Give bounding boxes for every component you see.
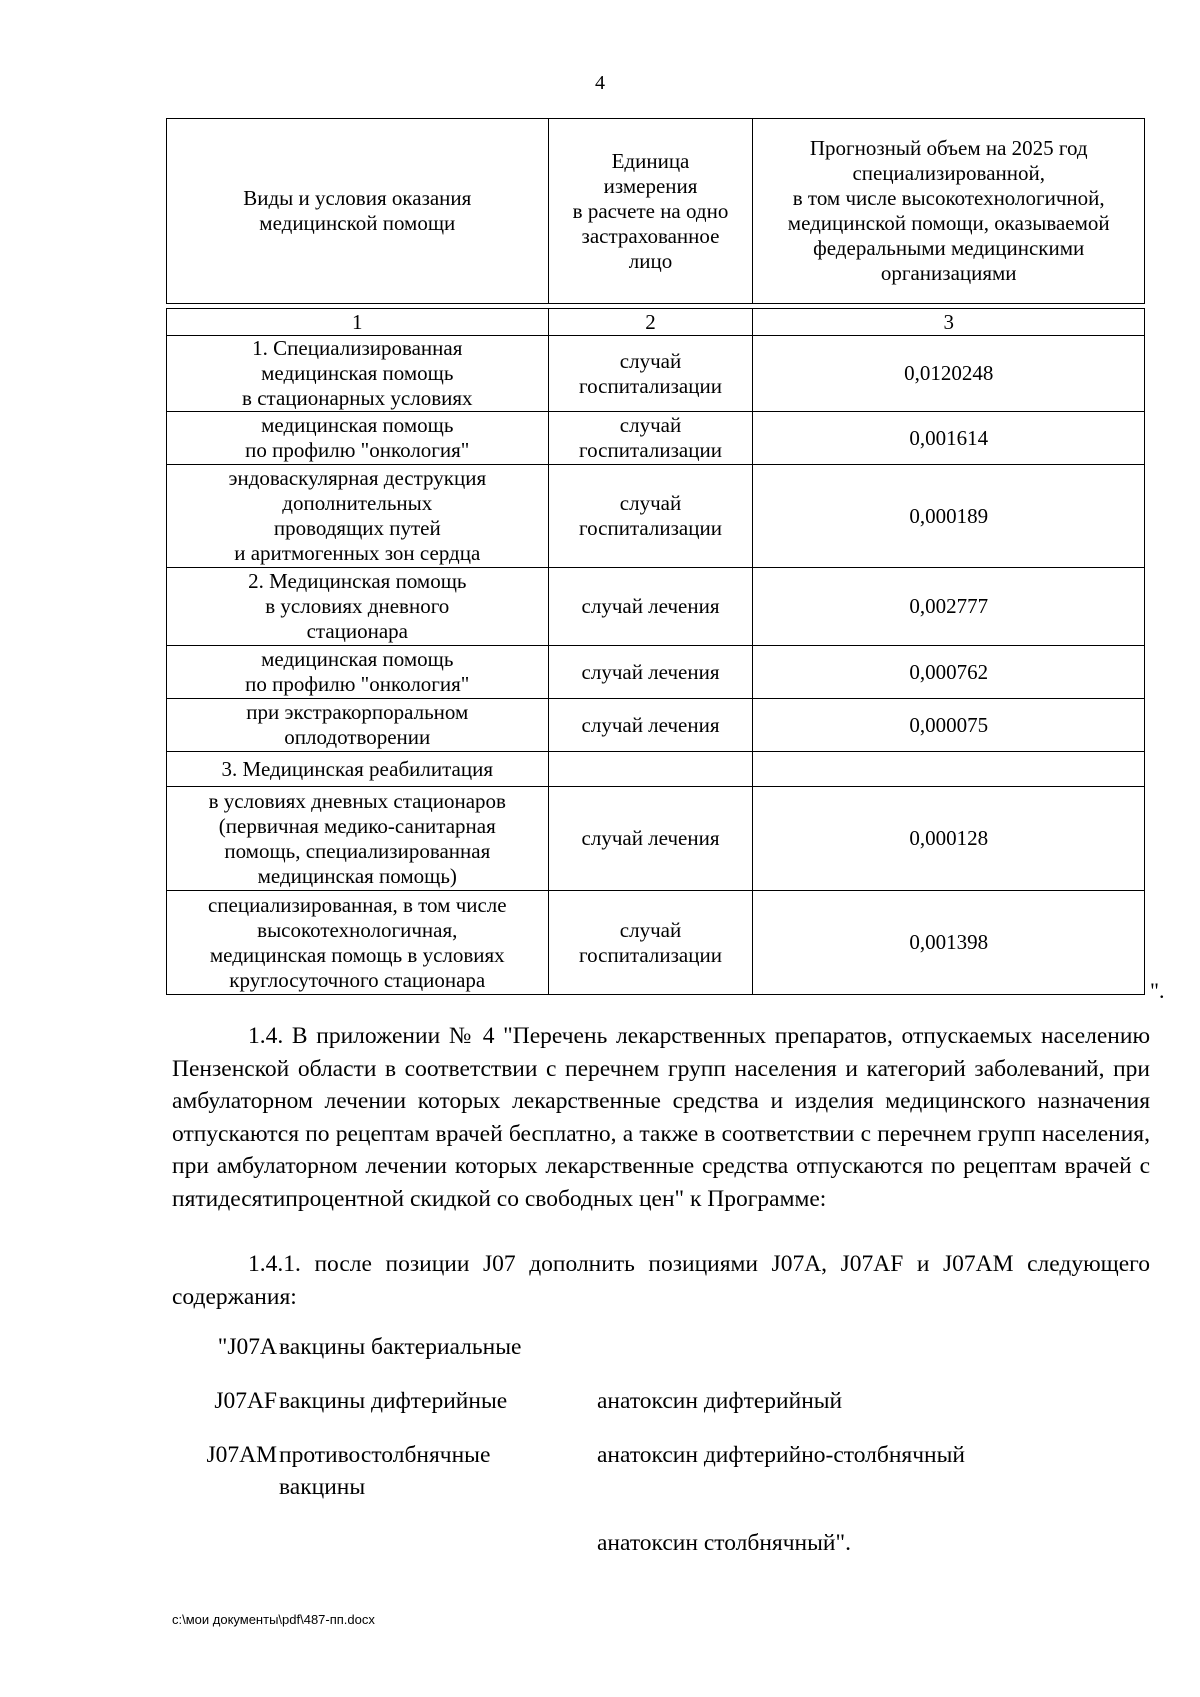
unit-cell-line: госпитализации	[579, 516, 722, 540]
table-row	[167, 568, 1145, 646]
care-type-cell-line: высокотехнологичная,	[257, 917, 458, 942]
paragraph-1-4	[172, 1020, 1150, 1215]
care-type-cell-line: (первичная медико-санитарная	[218, 813, 496, 838]
unit-cell	[548, 787, 753, 891]
table-row	[167, 465, 1145, 568]
header-cell	[753, 119, 1145, 304]
care-type-cell-line: стационара	[306, 619, 408, 643]
table-header-row	[167, 119, 1145, 304]
medicine-name: анатоксин дифтерийно-столбнячный	[597, 1442, 966, 1468]
header-cell-line: медицинской помощи	[259, 211, 456, 235]
group-name: вакцины дифтерийные	[279, 1388, 508, 1414]
table-row	[167, 336, 1145, 412]
unit-cell-line: госпитализации	[579, 942, 722, 967]
header-cell-line: в том числе высокотехнологичной,	[792, 186, 1105, 210]
unit-cell	[548, 699, 753, 752]
header-cell-line: лицо	[628, 248, 673, 273]
unit-cell	[548, 336, 753, 412]
care-type-cell-line: в стационарных условиях	[242, 386, 473, 410]
care-type-cell-line: медицинская помощь	[261, 647, 454, 671]
care-type-cell	[167, 752, 549, 787]
volume-table	[166, 118, 1145, 995]
care-type-cell-line: 3. Медицинская реабилитация	[221, 756, 493, 781]
group-name: противостолбнячные вакцины	[279, 1442, 491, 1500]
table-row	[167, 412, 1145, 465]
header-cell	[167, 119, 549, 304]
care-type-cell-line: 2. Медицинская помощь	[248, 569, 467, 593]
unit-cell-line: случай лечения	[581, 594, 720, 618]
header-cell-line: Виды и условия оказания	[243, 186, 472, 210]
unit-cell-line: случай лечения	[581, 712, 720, 737]
column-number: 3	[753, 309, 1145, 336]
care-type-cell-line: эндоваскулярная деструкция	[228, 466, 487, 490]
volume-value-cell: 0,002777	[753, 568, 1145, 646]
care-type-cell	[167, 568, 549, 646]
volume-value-cell: 0,001398	[753, 891, 1145, 995]
care-type-cell-line: специализированная, в том числе	[207, 892, 507, 917]
paragraph-1-4-1-text: 1.4.1. после позиции J07 дополнить позициями J07A, J07AF и J07AM следующего содержания:	[172, 1251, 1150, 1310]
page-number: 4	[595, 72, 605, 94]
unit-cell	[548, 891, 753, 995]
table-row	[167, 699, 1145, 752]
table-row	[167, 787, 1145, 891]
header-cell-line: застрахованное	[581, 223, 720, 248]
header-cell-line: в расчете на одно	[572, 198, 729, 223]
care-type-cell-line: круглосуточного стационара	[229, 967, 486, 992]
care-type-cell-line: медицинская помощь	[261, 361, 454, 385]
column-number: 2	[548, 309, 753, 336]
group-name: вакцины бактериальные	[279, 1334, 522, 1360]
volume-value-cell: 0,0120248	[753, 336, 1145, 412]
unit-cell	[548, 568, 753, 646]
paragraph-1-4-text: 1.4. В приложении № 4 "Перечень лекарственных препаратов, отпускаемых населению Пензенской области в соответствии с перечнем групп населения и категорий заболеваний, при амбулаторном лечении которых лекарственные средства и изделия медицинского назначения отпускаются по рецептам врачей бесплатно, а также в соответствии с перечнем групп населения, при амбулаторном лечении которых лекарственные средства отпускаются по рецептам врачей с пятидесятипроцентной скидкой со свободных цен" к Программе:	[172, 1023, 1150, 1212]
medicine-name: анатоксин дифтерийный	[597, 1388, 843, 1414]
volume-value-cell: 0,000762	[753, 646, 1145, 699]
unit-cell	[548, 412, 753, 465]
unit-cell	[548, 752, 753, 787]
header-cell-line: Прогнозный объем на 2025 год	[809, 136, 1088, 160]
unit-cell-line: случай	[619, 348, 682, 373]
care-type-cell	[167, 787, 549, 891]
unit-cell-line: случай	[619, 917, 682, 942]
closing-quote: ".	[1150, 978, 1165, 1003]
care-type-cell-line: дополнительных	[282, 491, 433, 515]
care-type-cell-line: 1. Специализированная	[252, 336, 463, 360]
care-type-cell-line: по профилю "онкология"	[245, 672, 470, 696]
atc-code: "J07A	[217, 1334, 277, 1360]
care-type-cell	[167, 336, 549, 412]
care-type-cell-line: и аритмогенных зон сердца	[234, 541, 481, 565]
volume-value-cell: 0,000075	[753, 699, 1145, 752]
care-type-cell	[167, 465, 549, 568]
care-type-cell	[167, 891, 549, 995]
volume-value-cell	[753, 752, 1145, 787]
header-cell-line: специализированной,	[852, 161, 1045, 185]
care-type-cell	[167, 412, 549, 465]
unit-cell-line: случай	[619, 491, 682, 515]
care-type-cell-line: медицинская помощь)	[257, 863, 457, 888]
table-row	[167, 646, 1145, 699]
footer-file-path: c:\мои документы\pdf\487-пп.docx	[172, 1612, 375, 1627]
care-type-cell-line: медицинская помощь	[261, 413, 454, 437]
header-cell-line: медицинской помощи, оказываемой	[787, 211, 1110, 235]
header-cell-line: Единица	[611, 148, 690, 173]
header-cell-line: организациями	[880, 261, 1017, 285]
unit-cell-line: случай лечения	[581, 826, 720, 850]
care-type-cell-line: проводящих путей	[273, 516, 441, 540]
care-type-cell-line: оплодотворении	[284, 725, 431, 749]
care-type-cell	[167, 646, 549, 699]
paragraph-1-4-1	[172, 1248, 1150, 1313]
unit-cell-line: случай лечения	[581, 659, 720, 684]
unit-cell-line: госпитализации	[579, 438, 722, 462]
header-cell	[548, 119, 753, 304]
volume-value-cell: 0,000189	[753, 465, 1145, 568]
header-cell-line: федеральными медицинскими	[813, 236, 1085, 260]
table-row	[167, 891, 1145, 995]
care-type-cell-line: в условиях дневного	[265, 594, 450, 618]
unit-cell	[548, 465, 753, 568]
column-number-row	[167, 309, 1145, 336]
table-row	[167, 752, 1145, 787]
care-type-cell-line: в условиях дневных стационаров	[208, 788, 506, 813]
care-type-cell-line: помощь, специализированная	[224, 838, 491, 863]
atc-code: J07AM	[206, 1442, 277, 1468]
header-cell-line: измерения	[603, 173, 698, 198]
care-type-cell-line: медицинская помощь в условиях	[209, 942, 505, 967]
unit-cell-line: случай	[619, 413, 682, 437]
care-type-cell-line: при экстракорпоральном	[246, 700, 469, 724]
column-number: 1	[167, 309, 549, 336]
volume-value-cell: 0,000128	[753, 787, 1145, 891]
unit-cell-line: госпитализации	[579, 373, 722, 398]
volume-value-cell: 0,001614	[753, 412, 1145, 465]
unit-cell	[548, 646, 753, 699]
care-type-cell-line: по профилю "онкология"	[245, 438, 470, 462]
medicine-name: анатоксин столбнячный".	[597, 1530, 851, 1556]
care-type-cell	[167, 699, 549, 752]
atc-code: J07AF	[214, 1388, 277, 1414]
